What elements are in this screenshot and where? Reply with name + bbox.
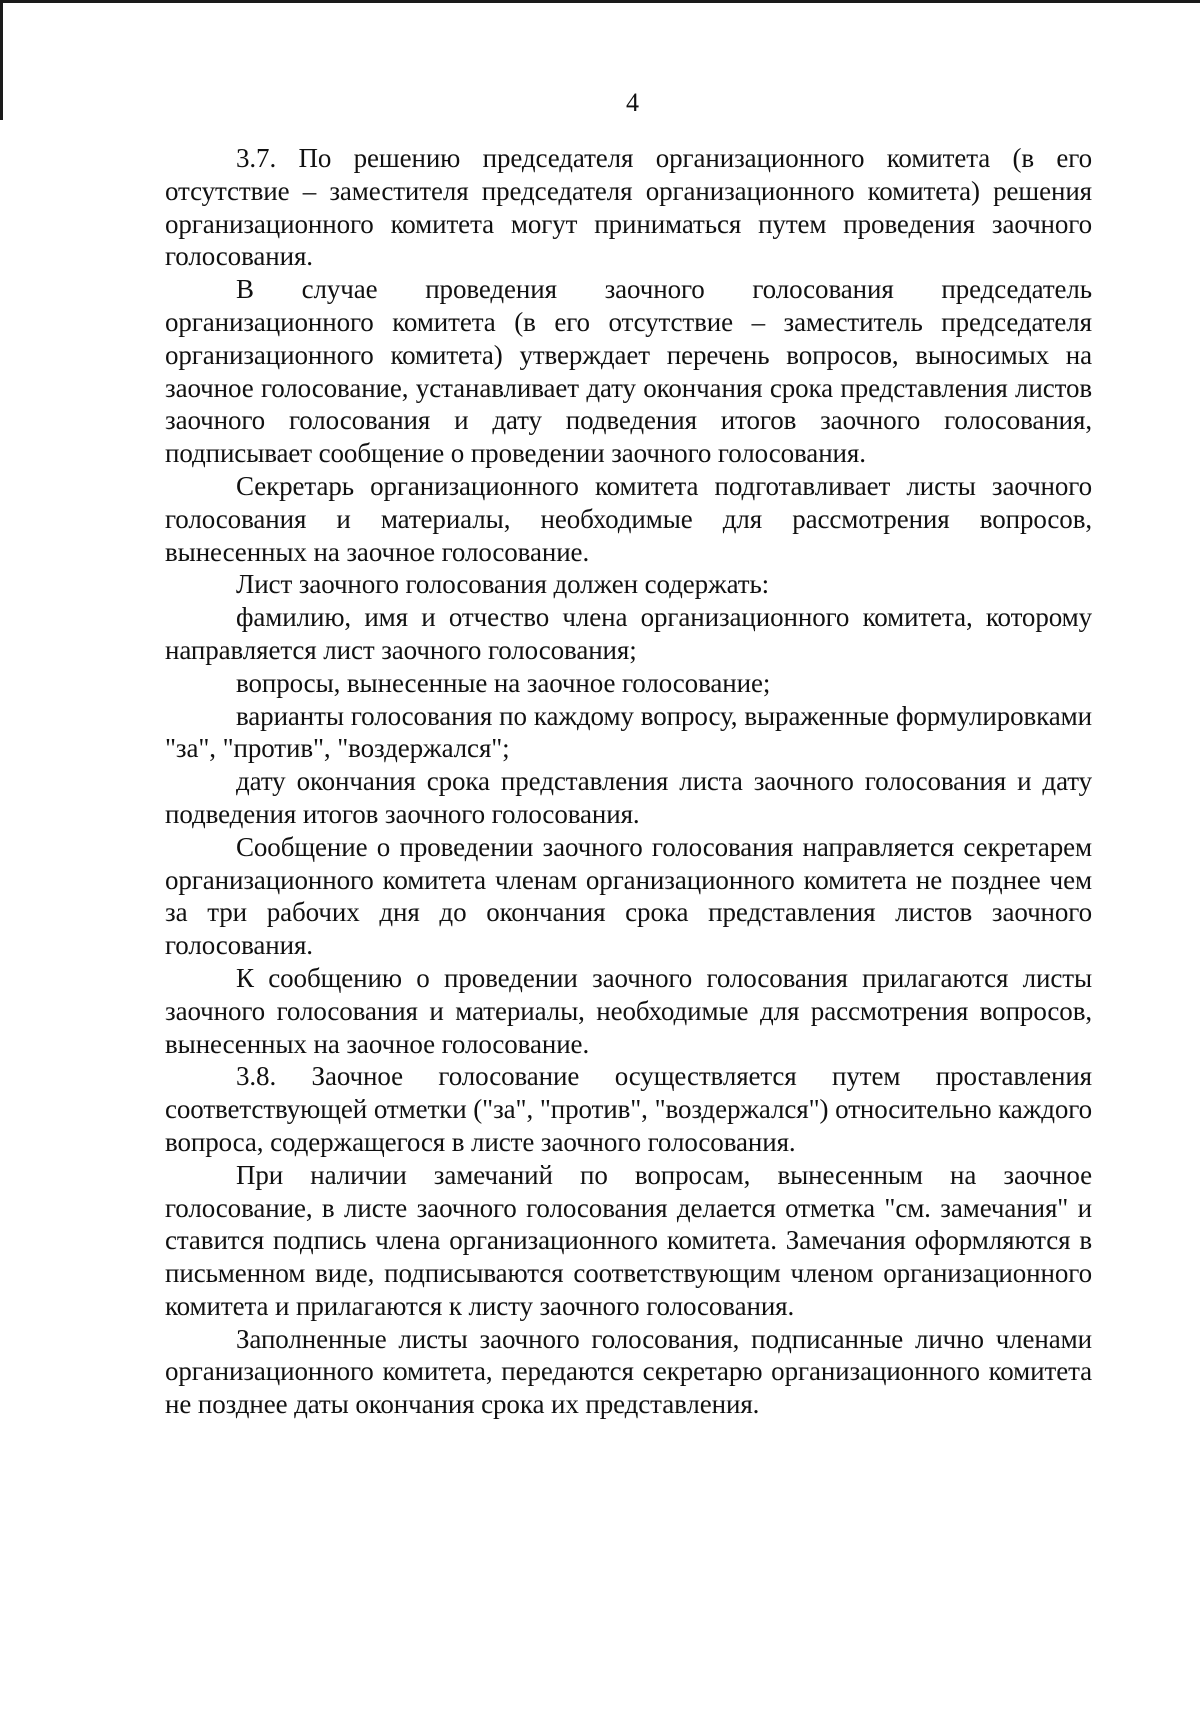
paragraph-notice-sending: Сообщение о проведении заочного голосования направляется секретарем организационного комитета членам организационного комитета не позднее чем за три рабочих дня до окончания срока представления листов заочного голосования.	[165, 831, 1092, 961]
paragraph-3-8: 3.8. Заочное голосование осуществляется путем проставления соответствующей отметки ("за", "против", "воздержался") относительно каждого вопроса, содержащегося в листе заочного голосования.	[165, 1061, 1092, 1157]
list-item-questions: вопросы, вынесенные на заочное голосование;	[236, 667, 771, 698]
list-item-full-name: фамилию, имя и отчество члена организационного комитета, которому направляется лист заочного голосования;	[165, 602, 1092, 665]
paragraph-3-7: 3.7. По решению председателя организационного комитета (в его отсутствие – заместителя председателя организационного комитета) решения организационного комитета могут приниматься путем проведения заочного голосования.	[165, 143, 1092, 272]
paragraph-sheet-contents-intro: Лист заочного голосования должен содержать:	[236, 569, 770, 600]
document-body	[165, 142, 1092, 1421]
paragraph-notice-attachments: К сообщению о проведении заочного голосования прилагаются листы заочного голосования и материалы, необходимые для рассмотрения вопросов, вынесенных на заочное голосование.	[165, 962, 1092, 1059]
paragraph-absentee-vote-procedure: В случае проведения заочного голосования председатель организационного комитета (в его отсутствие – заместитель председателя организационного комитета) утверждает перечень вопросов, выносимых на заочное голосование, устанавливает дату окончания срока представления листов заочного голосования и дату подведения итогов заочного голосования, подписывает сообщение о проведении заочного голосования.	[165, 274, 1092, 469]
list-item-voting-options: варианты голосования по каждому вопросу, выраженные формулировками "за", "против", "воздержался";	[165, 700, 1092, 764]
paragraph-remarks: При наличии замечаний по вопросам, вынесенным на заочное голосование, в листе заочного голосования делается отметка "см. замечания" и ставится подпись члена организационного комитета. Замечания оформляются в письменном виде, подписываются соответствующим членом организационного комитета и прилагаются к листу заочного голосования.	[165, 1159, 1092, 1321]
list-item-deadline-date: дату окончания срока представления листа заочного голосования и дату подведения итогов заочного голосования.	[165, 766, 1092, 829]
paragraph-completed-sheets: Заполненные листы заочного голосования, подписанные лично членами организационного комитета, передаются секретарю организационного комитета не позднее даты окончания срока их представления.	[165, 1323, 1092, 1420]
scan-border-top	[0, 0, 1200, 3]
paragraph-secretary-prepares: Секретарь организационного комитета подготавливает листы заочного голосования и материалы, необходимые для рассмотрения вопросов, вынесенных на заочное голосование.	[165, 470, 1092, 567]
page-number: 4	[626, 88, 639, 117]
